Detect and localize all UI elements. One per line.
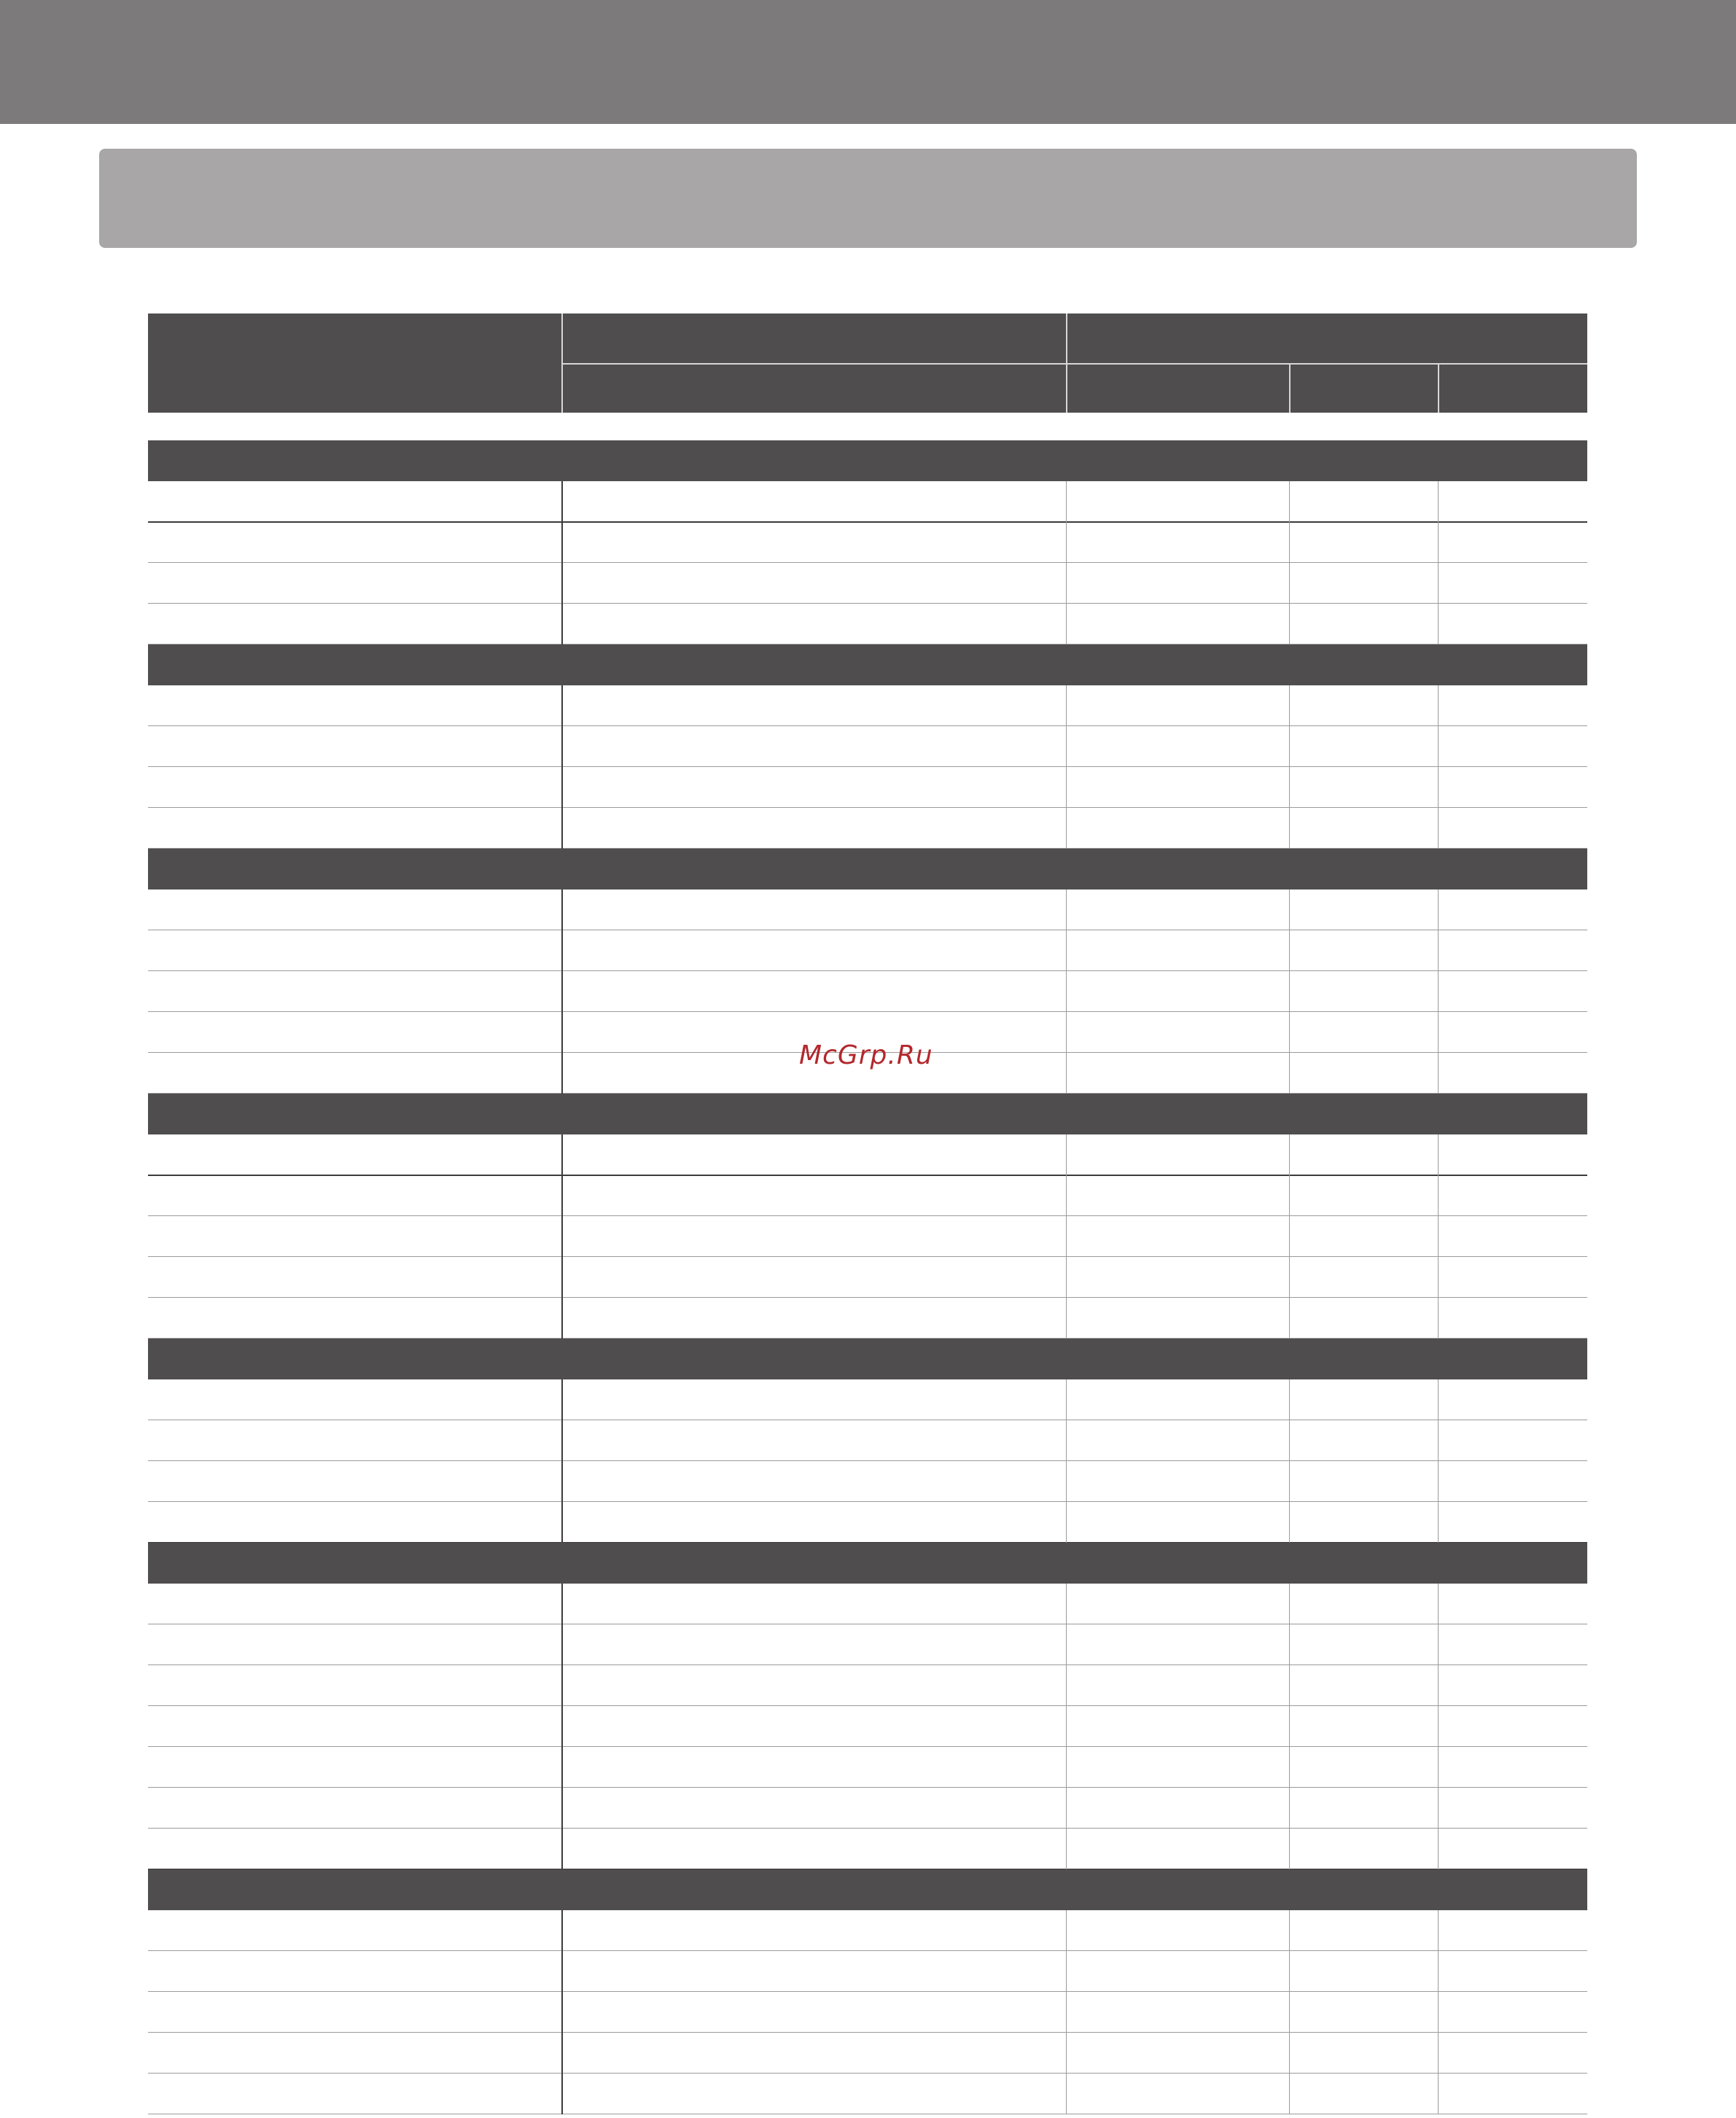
column-line bbox=[1066, 481, 1067, 645]
table-row-line bbox=[148, 1787, 1587, 1788]
header-divider bbox=[1289, 363, 1291, 413]
column-line bbox=[1438, 1584, 1439, 1869]
column-line bbox=[561, 1134, 563, 1339]
section-band bbox=[148, 849, 1587, 889]
header-divider bbox=[1438, 363, 1439, 413]
watermark: McGrp.Ru bbox=[799, 1040, 933, 1070]
table-row-line bbox=[148, 970, 1587, 971]
table-row-line bbox=[148, 1297, 1587, 1298]
title-banner bbox=[99, 149, 1637, 248]
table-row-line bbox=[148, 562, 1587, 563]
column-line bbox=[1289, 685, 1290, 849]
section-band bbox=[148, 1094, 1587, 1134]
table-row-line bbox=[148, 1011, 1587, 1012]
column-line bbox=[1289, 1379, 1290, 1543]
section-band bbox=[148, 1339, 1587, 1379]
column-line bbox=[561, 1584, 563, 1869]
column-line bbox=[1066, 1910, 1067, 2114]
section-band bbox=[148, 1869, 1587, 1910]
spec-table bbox=[148, 314, 1587, 2118]
column-line bbox=[1289, 481, 1290, 645]
column-line bbox=[561, 481, 563, 645]
column-line bbox=[1438, 1379, 1439, 1543]
column-line bbox=[561, 1910, 563, 2114]
table-row-line bbox=[148, 1460, 1587, 1461]
section-band bbox=[148, 645, 1587, 685]
table-row-line bbox=[148, 1501, 1587, 1502]
table-row-line bbox=[148, 1705, 1587, 1706]
table-row-line bbox=[148, 521, 1587, 523]
table-row-line bbox=[148, 1256, 1587, 1257]
column-line bbox=[1066, 1379, 1067, 1543]
table-row-line bbox=[148, 1950, 1587, 1951]
table-row-line bbox=[148, 1828, 1587, 1829]
header-divider bbox=[561, 314, 563, 413]
column-line bbox=[1438, 481, 1439, 645]
column-line bbox=[1066, 1134, 1067, 1339]
column-line bbox=[561, 1379, 563, 1543]
section-band bbox=[148, 440, 1587, 481]
column-line bbox=[1066, 889, 1067, 1094]
header-divider bbox=[561, 363, 1587, 365]
column-line bbox=[1438, 889, 1439, 1094]
table-row-line bbox=[148, 603, 1587, 604]
section-band bbox=[148, 1543, 1587, 1584]
top-bar bbox=[0, 0, 1736, 124]
column-line bbox=[1066, 685, 1067, 849]
column-line bbox=[1289, 1910, 1290, 2114]
column-line bbox=[561, 889, 563, 1094]
table-row-line bbox=[148, 1746, 1587, 1747]
table-row-line bbox=[148, 725, 1587, 726]
table-row-line bbox=[148, 1215, 1587, 1216]
table-row-line bbox=[148, 2073, 1587, 2074]
column-line bbox=[1289, 889, 1290, 1094]
table-row-line bbox=[148, 1175, 1587, 1176]
column-line bbox=[1438, 685, 1439, 849]
column-line bbox=[561, 685, 563, 849]
column-line bbox=[1289, 1134, 1290, 1339]
table-row-line bbox=[148, 807, 1587, 808]
table-row-line bbox=[148, 1991, 1587, 1992]
table-row-line bbox=[148, 2032, 1587, 2033]
column-line bbox=[1289, 1584, 1290, 1869]
column-line bbox=[1066, 1584, 1067, 1869]
column-line bbox=[1438, 1910, 1439, 2114]
header-divider bbox=[1066, 314, 1067, 413]
column-line bbox=[1438, 1134, 1439, 1339]
table-row-line bbox=[148, 766, 1587, 767]
